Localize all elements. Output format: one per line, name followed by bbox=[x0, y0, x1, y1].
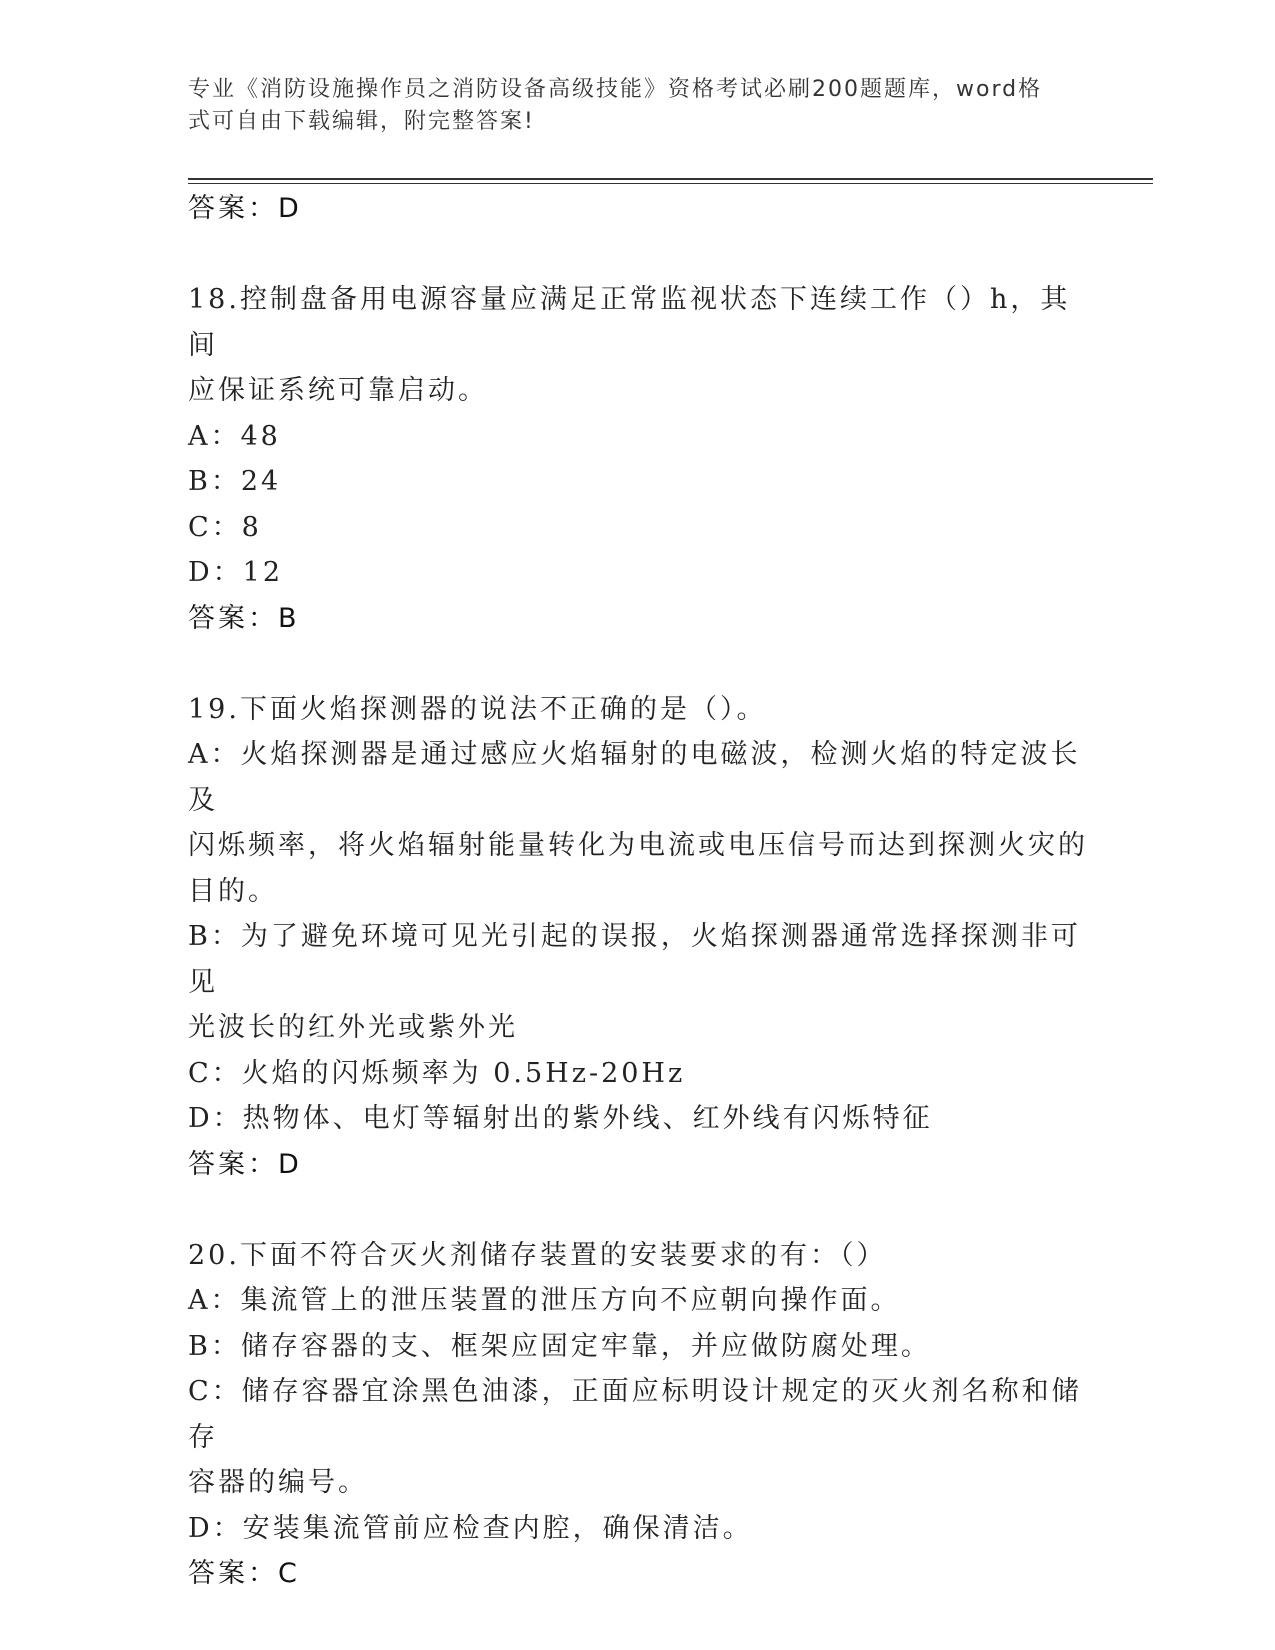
question-stem: 20.下面不符合灭火剂储存装置的安装要求的有：（） bbox=[188, 1239, 887, 1271]
option-a: A：集流管上的泄压装置的泄压方向不应朝向操作面。 bbox=[188, 1285, 901, 1316]
option-c: C：火焰的闪烁频率为 0.5Hz-20Hz bbox=[188, 1057, 686, 1089]
answer-line: 答案：D bbox=[188, 1148, 302, 1180]
spacer bbox=[188, 1187, 1088, 1233]
answer-line: 答案：B bbox=[188, 602, 300, 634]
question-stem: 18.控制盘备用电源容量应满足正常监视状态下连续工作（）h，其间 bbox=[188, 284, 1071, 361]
option-d: D：热物体、电灯等辐射出的紫外线、红外线有闪烁特征 bbox=[188, 1103, 933, 1134]
document-body bbox=[188, 186, 1088, 1597]
question-block bbox=[188, 277, 1088, 641]
spacer bbox=[188, 641, 1088, 687]
option-d: D：12 bbox=[188, 557, 284, 588]
header-line-1: 专业《消防设施操作员之消防设备高级技能》资格考试必刷200题题库，word格 bbox=[188, 77, 1043, 102]
option-a: A：火焰探测器是通过感应火焰辐射的电磁波，检测火焰的特定波长及 bbox=[188, 739, 1081, 816]
spacer bbox=[188, 232, 1088, 278]
question-stem: 19.下面火焰探测器的说法不正确的是（）。 bbox=[188, 693, 767, 725]
option-a: A：48 bbox=[188, 420, 281, 452]
option-b: 光波长的红外光或紫外光 bbox=[188, 1012, 518, 1043]
option-b: B：储存容器的支、框架应固定牢靠，并应做防腐处理。 bbox=[188, 1330, 931, 1362]
header-line-2: 式可自由下载编辑，附完整答案! bbox=[188, 109, 535, 134]
option-b: B：24 bbox=[188, 466, 282, 497]
option-c: C：储存容器宜涂黑色油漆，正面应标明设计规定的灭火剂名称和储存 bbox=[188, 1376, 1082, 1453]
question-block bbox=[188, 1233, 1088, 1597]
option-c: 容器的编号。 bbox=[188, 1467, 368, 1498]
header-divider-thick bbox=[188, 178, 1153, 180]
header-divider-thin bbox=[188, 183, 1153, 184]
answer-line: 答案：C bbox=[188, 1558, 300, 1589]
page-header bbox=[188, 74, 1068, 138]
option-d: D：安装集流管前应检查内腔，确保清洁。 bbox=[188, 1512, 753, 1544]
option-b: B：为了避免环境可见光引起的误报，火焰探测器通常选择探测非可见 bbox=[188, 921, 1081, 998]
question-stem: 应保证系统可靠启动。 bbox=[188, 375, 488, 406]
option-a: 目的。 bbox=[188, 875, 278, 907]
question-block bbox=[188, 687, 1088, 1188]
answer-line: 答案：D bbox=[188, 193, 302, 224]
option-c: C：8 bbox=[188, 511, 262, 543]
option-a: 闪烁频率，将火焰辐射能量转化为电流或电压信号而达到探测火灾的 bbox=[188, 830, 1088, 861]
